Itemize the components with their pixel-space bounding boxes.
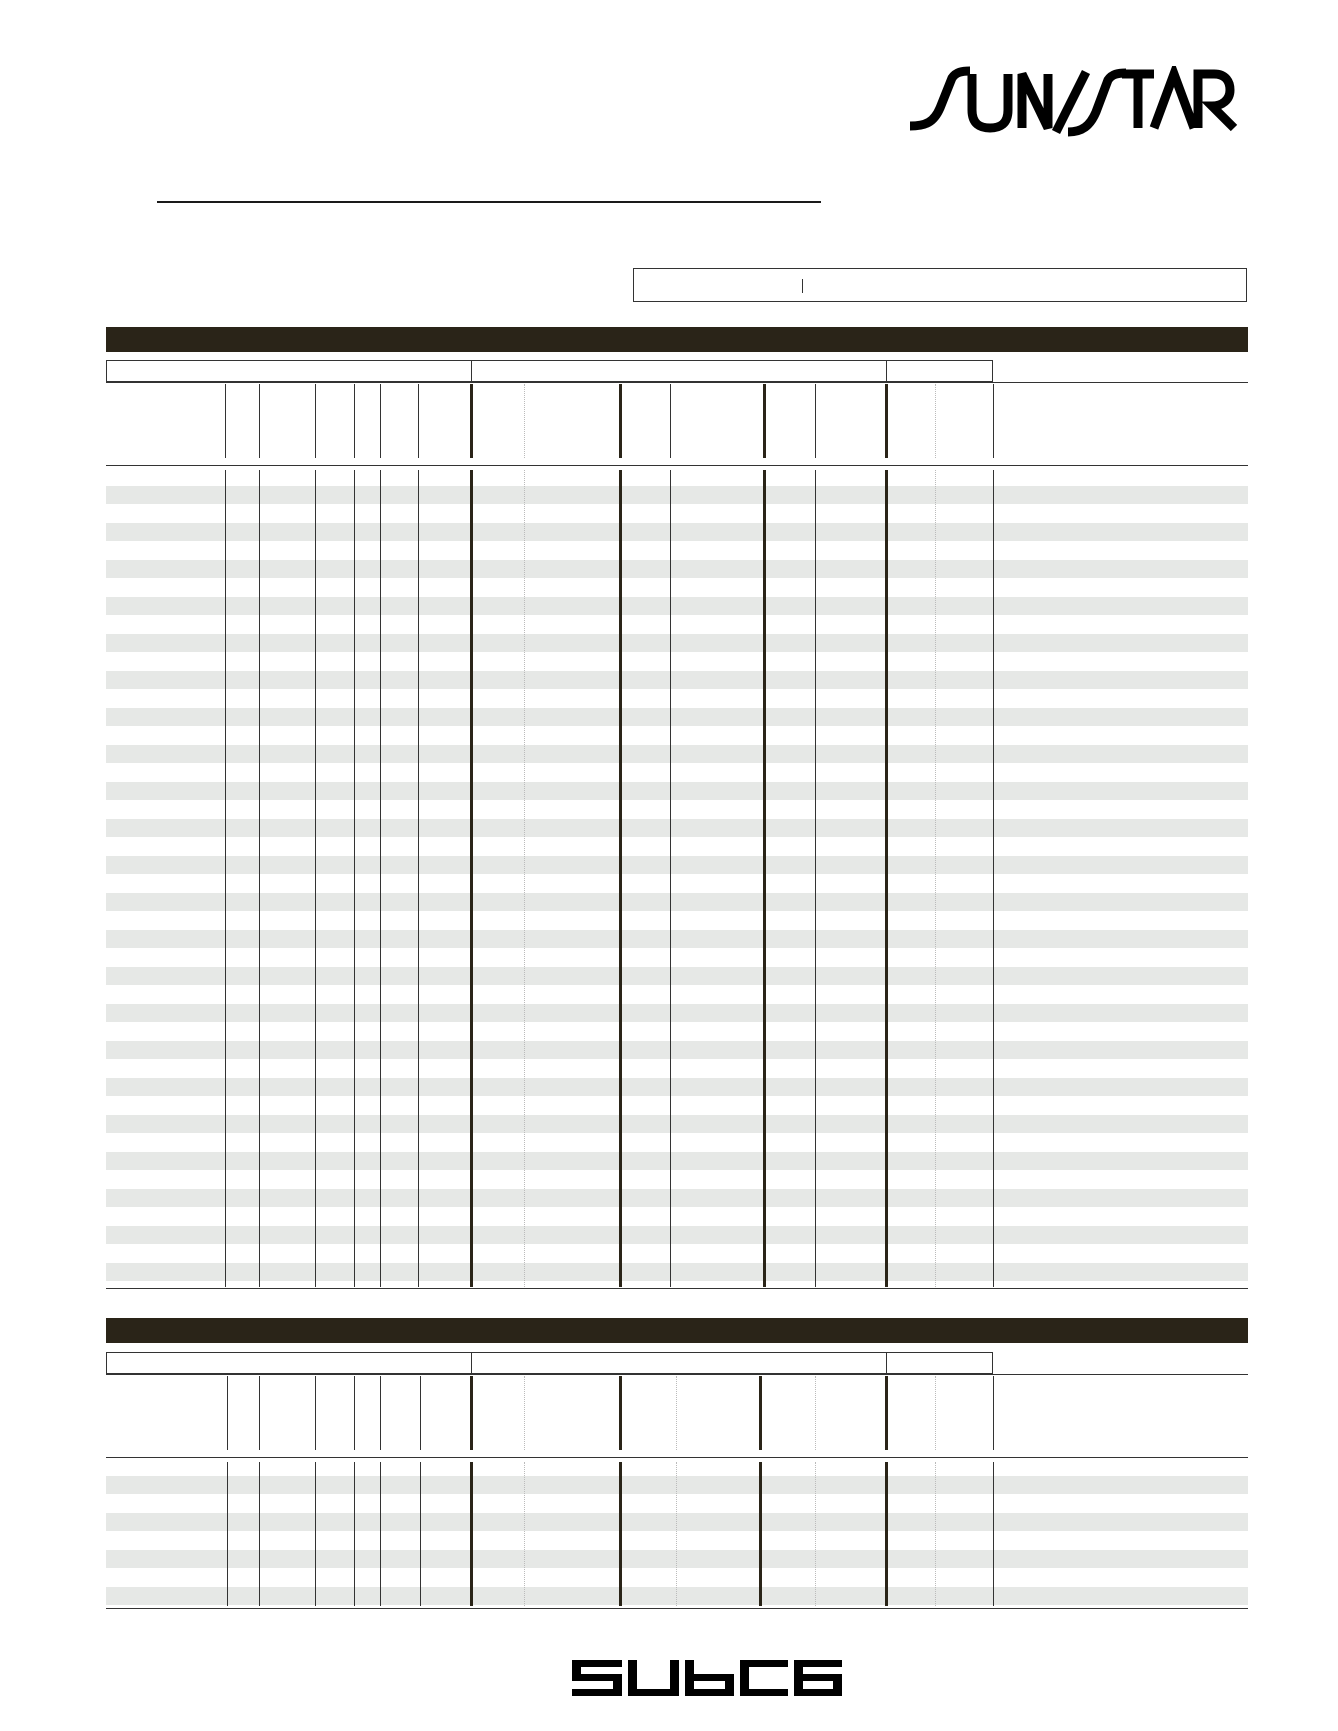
table-2 [106,1352,1248,1612]
table-row [106,1513,1248,1531]
column-divider [315,1376,316,1450]
column-divider [225,470,226,1287]
column-divider [759,1462,762,1606]
column-divider [885,384,888,458]
column-divider [619,470,622,1287]
column-divider [524,384,525,458]
column-divider [993,470,994,1287]
column-divider [354,384,355,458]
column-divider [259,384,260,458]
column-divider [993,384,994,458]
subco-logo-icon [572,1660,842,1696]
table-1 [106,360,1248,1290]
table-row [106,893,1248,911]
section-bar-2 [106,1318,1248,1343]
table-row [106,930,1248,948]
header-group-2 [471,360,887,382]
table-row [106,523,1248,541]
table-row [106,1041,1248,1059]
table-row [106,1476,1248,1494]
table-row [106,597,1248,615]
column-divider [420,1462,421,1606]
column-divider [885,1376,888,1450]
info-box [633,268,1247,302]
title-underline [157,201,821,203]
header-group-2 [471,1352,887,1374]
table-row [106,1550,1248,1568]
table-row [106,856,1248,874]
column-divider [418,470,419,1287]
column-divider [935,470,936,1287]
column-divider [763,470,766,1287]
column-divider [259,470,260,1287]
table-row [106,634,1248,652]
column-divider [993,1462,994,1606]
column-divider [885,470,888,1287]
column-divider [225,384,226,458]
table-row [106,1189,1248,1207]
table-row [106,1587,1248,1605]
column-divider [524,1376,525,1450]
column-divider [259,1376,260,1450]
header-group-3 [886,360,993,382]
sunstar-logo-icon [908,66,1240,138]
column-divider [670,384,671,458]
column-divider [380,470,381,1287]
table-row [106,967,1248,985]
column-divider [815,384,816,458]
column-divider [380,1462,381,1606]
column-divider [524,1462,525,1606]
header-body-rule [106,1457,1248,1458]
column-divider [619,384,622,458]
column-divider [815,1376,816,1450]
column-divider [676,1376,677,1450]
column-divider [354,1462,355,1606]
table-bottom-rule [106,1608,1248,1609]
header-bottom-rule [106,382,1248,383]
info-box-divider [802,279,803,293]
column-divider [354,1376,355,1450]
table-row [106,782,1248,800]
table-row [106,1263,1248,1281]
column-divider [676,1462,677,1606]
table-row [106,486,1248,504]
column-divider [354,470,355,1287]
column-divider [670,470,671,1287]
column-divider [815,1462,816,1606]
column-divider [935,1462,936,1606]
column-divider [524,470,525,1287]
column-divider [470,384,473,458]
column-divider [935,1376,936,1450]
column-divider [619,1462,622,1606]
column-divider [935,384,936,458]
header-bottom-rule [106,1374,1248,1375]
table-row [106,1152,1248,1170]
column-divider [763,384,766,458]
header-group-1 [106,1352,472,1374]
table-row [106,1078,1248,1096]
column-divider [227,1376,228,1450]
column-divider [418,384,419,458]
column-divider [315,384,316,458]
section-bar-1 [106,327,1248,352]
column-divider [993,1376,994,1450]
table-row [106,671,1248,689]
column-divider [259,1462,260,1606]
table-row [106,819,1248,837]
column-divider [380,384,381,458]
table-row [106,560,1248,578]
column-divider [470,1376,473,1450]
table-row [106,1004,1248,1022]
column-divider [420,1376,421,1450]
column-divider [759,1376,762,1450]
column-divider [470,1462,473,1606]
column-divider [380,1376,381,1450]
column-divider [315,470,316,1287]
table-row [106,1115,1248,1133]
table-row [106,1226,1248,1244]
column-divider [619,1376,622,1450]
column-divider [315,1462,316,1606]
table-bottom-rule [106,1288,1248,1289]
column-divider [470,470,473,1287]
column-divider [815,470,816,1287]
header-group-3 [886,1352,993,1374]
column-divider [885,1462,888,1606]
table-row [106,745,1248,763]
header-body-rule [106,465,1248,466]
column-divider [227,1462,228,1606]
table-row [106,708,1248,726]
header-group-1 [106,360,472,382]
